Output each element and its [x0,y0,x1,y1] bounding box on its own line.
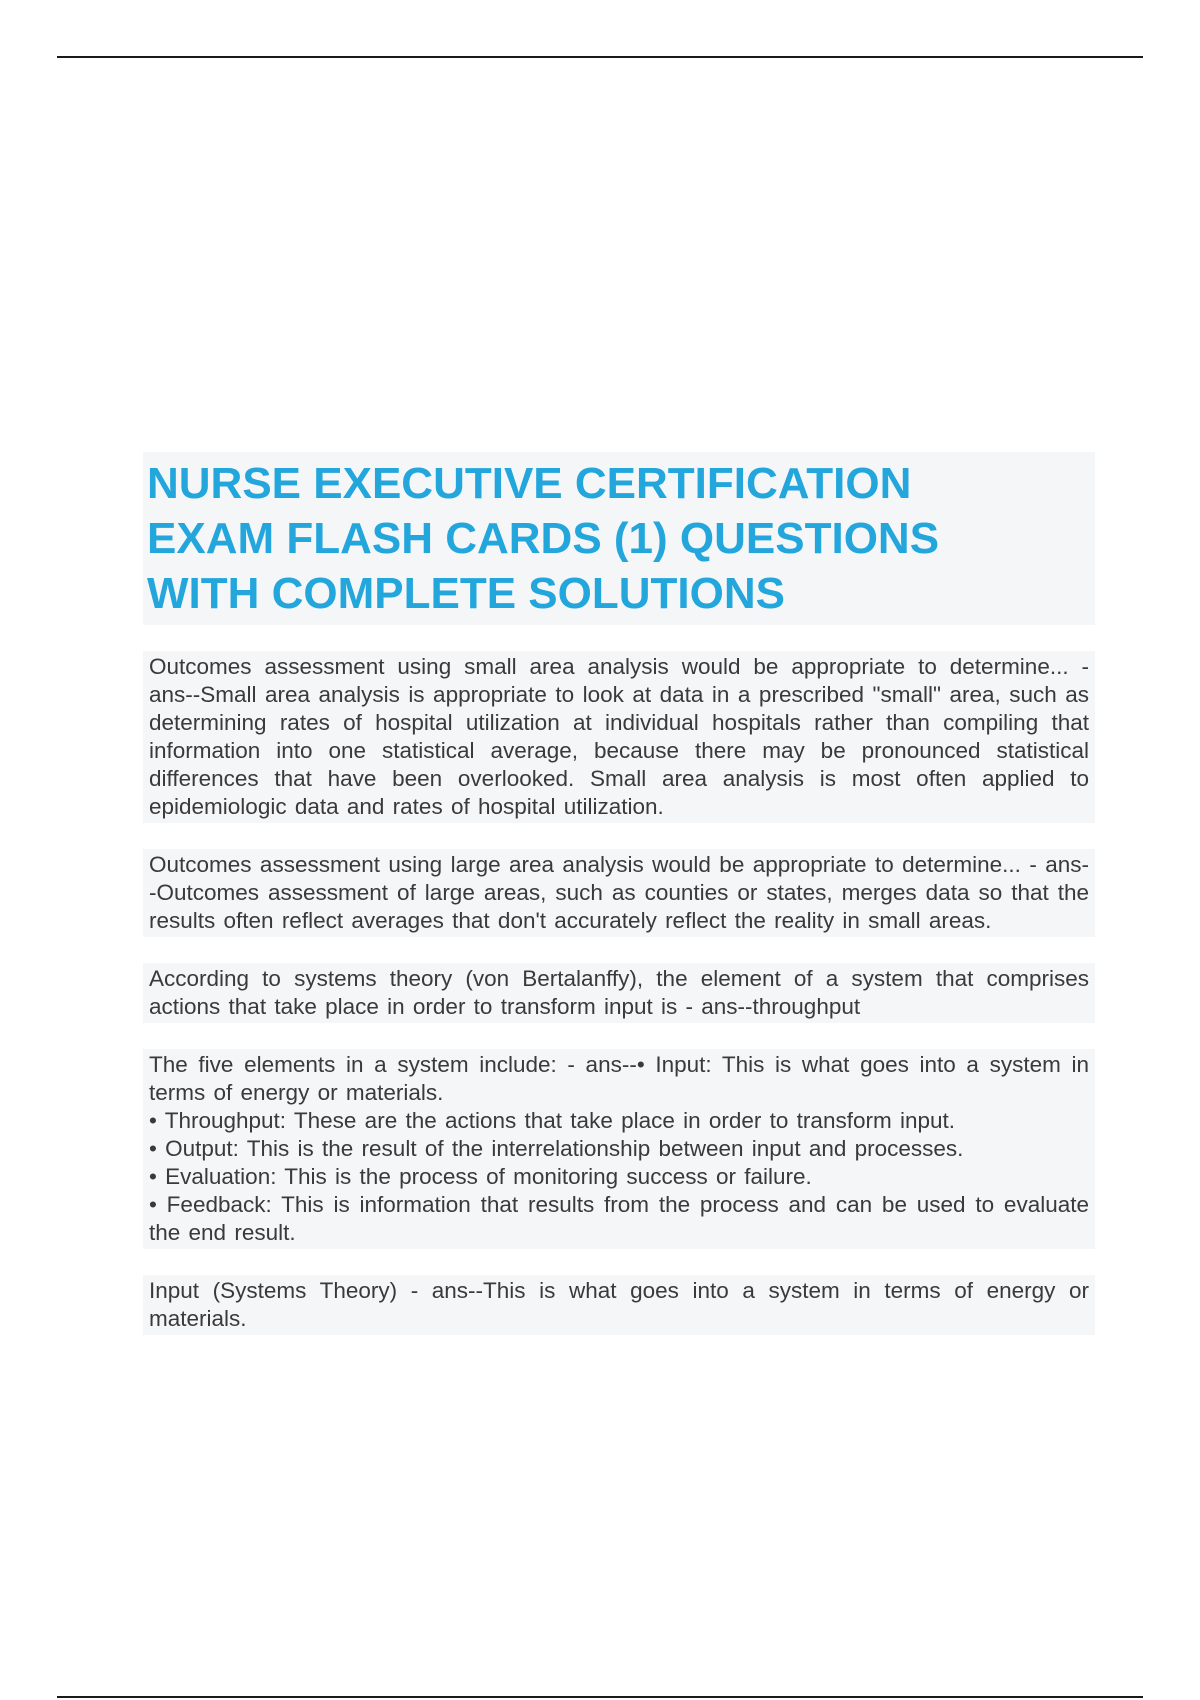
flash-card-small-area-analysis [143,651,1095,823]
title-line: WITH COMPLETE SOLUTIONS [147,569,785,618]
card-text: Outcomes assessment using large area analysis would be appropriate to determine... - ans--Outcomes assessment of large areas, such as counties or states, merges data so that the results often reflect averages that don't accurately reflect the reality in small areas. [149,852,1089,933]
card-bullet-evaluation: • Evaluation: This is the process of monitoring success or failure. [149,1164,812,1189]
flash-card-five-elements [143,1049,1098,1249]
card-bullet-feedback: • Feedback: This is information that results from the process and can be used to evaluate the end result. [149,1192,1098,1245]
title-line: NURSE EXECUTIVE CERTIFICATION [147,459,912,508]
title-block [143,452,1095,625]
flash-card-systems-theory-throughput [143,963,1095,1023]
card-bullet-output: • Output: This is the result of the interrelationship between input and processes. [149,1136,964,1161]
card-text: According to systems theory (von Bertalanffy), the element of a system that comprises actions that take place in order to transform input is - ans--throughput [149,966,1089,1019]
document-title [147,456,1089,621]
flash-card-input-systems-theory [143,1275,1095,1335]
card-text: Input (Systems Theory) - ans--This is what goes into a system in terms of energy or materials. [149,1278,1089,1331]
bottom-rule [57,1696,1143,1698]
document-content [143,452,1098,1361]
card-bullet-throughput: • Throughput: These are the actions that take place in order to transform input. [149,1108,955,1133]
card-text: Outcomes assessment using small area analysis would be appropriate to determine... - ans--Small area analysis is appropriate to look at data in a prescribed "small" area, such as determining rates of hospital utilization at individual hospitals rather than compiling that information into one statistical average, because there may be pronounced statistical differences that have been overlooked. Small area analysis is most often applied to epidemiologic data and rates of hospital utilization. [149,654,1089,819]
flash-card-large-area-analysis [143,849,1095,937]
title-line: EXAM FLASH CARDS (1) QUESTIONS [147,514,940,563]
top-rule [57,56,1143,58]
card-line: The five elements in a system include: - ans--• Input: This is what goes into a system in terms of energy or materials. [149,1052,1098,1105]
